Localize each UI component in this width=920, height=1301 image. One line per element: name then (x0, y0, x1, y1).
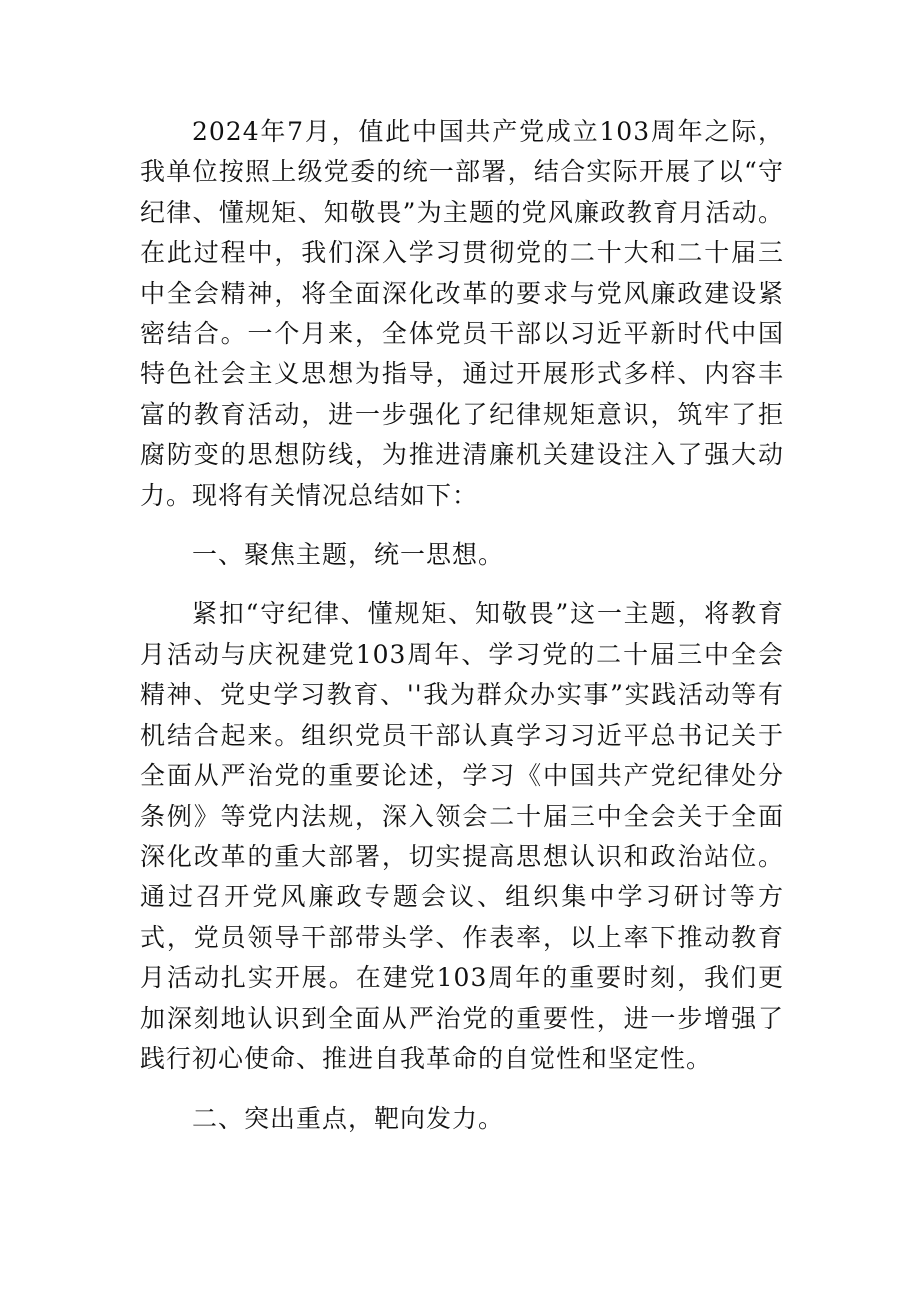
intro-paragraph: 2024年7月，值此中国共产党成立103周年之际，我单位按照上级党委的统一部署，结合实际开展了以“守纪律、懂规矩、知敬畏”为主题的党风廉政教育月活动。在此过程中，我们深入学习贯彻党的二十大和二十届三中全会精神，将全面深化改革的要求与党风廉政建设紧密结合。一个月来，全体党员干部以习近平新时代中国特色社会主义思想为指导，通过开展形式多样、内容丰富的教育活动，进一步强化了纪律规矩意识，筑牢了拒腐防变的思想防线，为推进清廉机关建设注入了强大动力。现将有关情况总结如下： (140, 117, 784, 510)
document-body (140, 112, 784, 1140)
section-heading-1: 一、聚焦主题，统一思想。 (192, 540, 505, 570)
section-heading-2: 二、突出重点，靶向发力。 (192, 1104, 505, 1134)
section-1-paragraph: 紧扣“守纪律、懂规矩、知敬畏”这一主题，将教育月活动与庆祝建党103周年、学习党的二十届三中全会精神、党史学习教育、''我为群众办实事”实践活动等有机结合起来。组织党员干部认真学习习近平总书记关于全面从严治党的重要论述，学习《中国共产党纪律处分条例》等党内法规，深入领会二十届三中全会关于全面深化改革的重大部署，切实提高思想认识和政治站位。通过召开党风廉政专题会议、组织集中学习研讨等方式，党员领导干部带头学、作表率，以上率下推动教育月活动扎实开展。在建党103周年的重要时刻，我们更加深刻地认识到全面从严治党的重要性，进一步增强了践行初心使命、推进自我革命的自觉性和坚定性。 (140, 599, 784, 1073)
